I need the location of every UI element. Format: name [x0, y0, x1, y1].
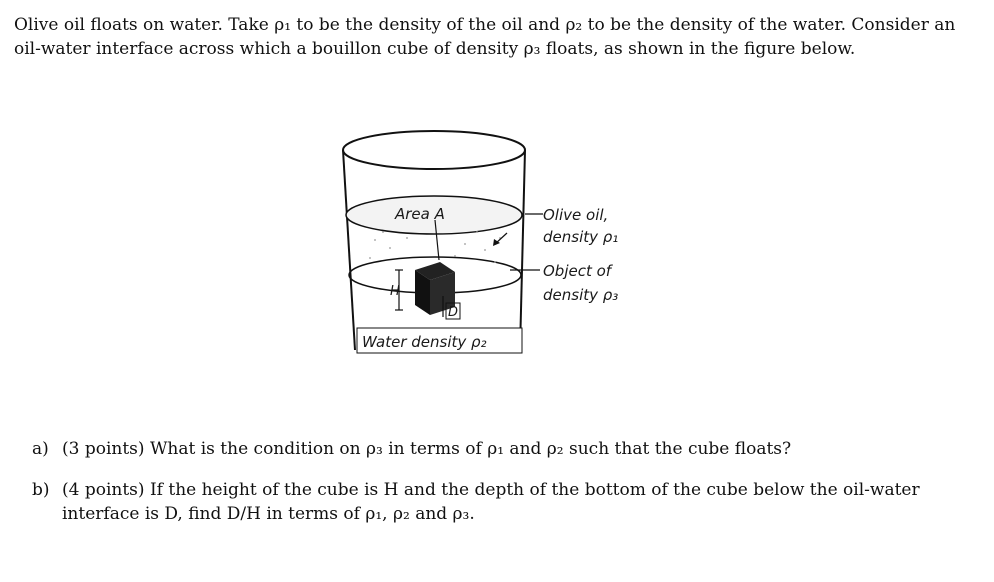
beaker-diagram	[335, 120, 665, 370]
oil-stipple	[369, 231, 501, 263]
area-label: Area A	[395, 205, 445, 223]
question-a-text: (3 points) What is the condition on ρ₃ in terms of ρ₁ and ρ₂ such that the cube floats?	[62, 439, 792, 459]
question-list	[32, 437, 962, 543]
oil-label-line2: density ρ₁	[543, 228, 619, 246]
question-b	[32, 478, 962, 526]
question-a	[32, 437, 962, 461]
depth-label: D	[448, 305, 459, 320]
question-b-text: (4 points) If the height of the cube is H and the depth of the bottom of the cube below the oil-water interface is D, find D/H in terms of ρ₁, ρ₂ and ρ₃.	[62, 480, 920, 524]
intro-paragraph: Olive oil floats on water. Take ρ₁ to be the density of the oil and ρ₂ to be the density of the water. Consider an oil-water interface across which a bouillon cube of density ρ₃ floats, as shown in the figure below.	[14, 15, 956, 59]
question-b-marker: b)	[32, 480, 50, 500]
beaker-rim	[343, 131, 525, 169]
oil-label-line1: Olive oil,	[543, 206, 609, 224]
beaker-figure	[335, 120, 665, 370]
water-label: Water density ρ₂	[362, 333, 487, 351]
object-label-line1: Object of	[543, 262, 612, 280]
question-a-marker: a)	[32, 439, 49, 459]
beaker-left-wall	[343, 150, 355, 350]
beaker-right-wall	[520, 150, 525, 350]
height-label: H	[390, 284, 400, 299]
object-label-line2: density ρ₃	[543, 286, 619, 304]
